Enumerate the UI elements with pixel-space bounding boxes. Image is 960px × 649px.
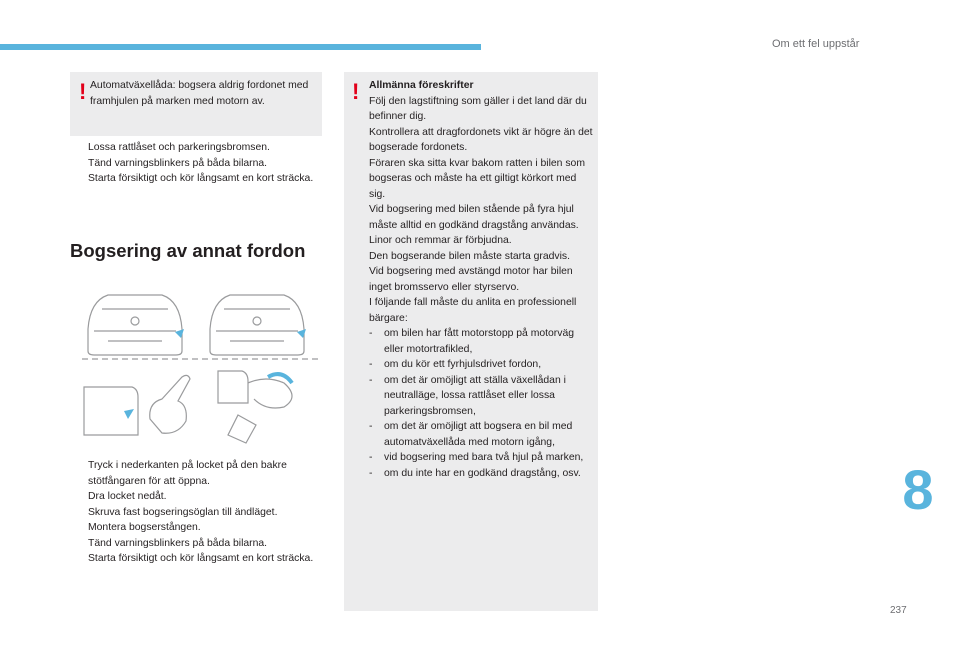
list-item: Starta försiktigt och kör långsamt en kort sträcka. — [70, 171, 322, 187]
bullet-icon — [70, 156, 88, 172]
steps-list-top — [70, 140, 322, 187]
general-rules-body — [369, 78, 594, 481]
list-item: Starta försiktigt och kör långsamt en kort sträcka. — [70, 551, 322, 567]
chapter-number: 8 — [902, 458, 934, 521]
bullet-icon — [70, 458, 88, 489]
warning-icon: ! — [352, 79, 360, 104]
paragraph: Kontrollera att dragfordonets vikt är högre än det bogserade fordonets. — [369, 126, 593, 153]
list-item: Montera bogserstången. — [70, 520, 322, 536]
paragraph: Vid bogsering med avstängd motor har bilen inget bromsservo eller styrservo. — [369, 266, 573, 293]
paragraph: I följande fall måste du anlita en professionell bärgare: — [369, 297, 577, 324]
bullet-icon — [70, 505, 88, 521]
paragraph: Vid bogsering med bilen stående på fyra hjul måste alltid en godkänd dragstång användas. Linor och remmar är förbjudna. — [369, 204, 579, 246]
paragraph: Föraren ska sitta kvar bakom ratten i bilen som bogseras och måste ha ett giltigt körkort med sig. — [369, 157, 585, 200]
list-item: Skruva fast bogseringsöglan till ändläget. — [70, 505, 322, 521]
list-item: - om det är omöjligt att bogsera en bil med automatväxellåda med motorn igång, — [369, 421, 573, 448]
general-rules-title: Allmänna föreskrifter — [369, 80, 474, 91]
page-number: 237 — [890, 605, 907, 616]
list-item: - om du inte har en godkänd dragstång, osv. — [369, 467, 581, 479]
list-item: Dra locket nedåt. — [70, 489, 322, 505]
warning-icon: ! — [79, 79, 87, 104]
list-item: - om det är omöjligt att ställa växellådan i neutralläge, lossa rattlåset eller lossa parkeringsbromsen, — [369, 374, 566, 417]
list-item: - om du kör ett fyrhjulsdrivet fordon, — [369, 359, 542, 370]
list-item: Lossa rattlåset och parkeringsbromsen. — [70, 140, 322, 156]
towing-illustration — [78, 279, 326, 445]
bullet-icon — [70, 551, 88, 567]
section-heading: Bogsering av annat fordon — [70, 240, 306, 261]
header-title: Om ett fel uppstår — [772, 38, 860, 50]
bullet-icon — [70, 489, 88, 505]
header-accent-bar — [0, 44, 481, 50]
bullet-icon — [70, 140, 88, 156]
list-item: - om bilen har fått motorstopp på motorväg eller motortrafikled, — [369, 328, 575, 355]
bullet-icon — [70, 536, 88, 552]
bullet-icon — [70, 171, 88, 187]
warning-note-text: Automatväxellåda: bogsera aldrig fordonet med framhjulen på marken med motorn av. — [90, 80, 309, 107]
bullet-icon — [70, 520, 88, 536]
list-item: Tänd varningsblinkers på båda bilarna. — [70, 156, 322, 172]
paragraph: Den bogserande bilen måste starta gradvis. — [369, 250, 570, 262]
list-item: Tänd varningsblinkers på båda bilarna. — [70, 536, 322, 552]
steps-list-bottom — [70, 458, 322, 567]
paragraph: Följ den lagstiftning som gäller i det land där du befinner dig. — [369, 95, 587, 122]
list-item: Tryck i nederkanten på locket på den bakre stötfångaren för att öppna. — [70, 458, 322, 489]
list-item: - vid bogsering med bara två hjul på marken, — [369, 452, 584, 463]
